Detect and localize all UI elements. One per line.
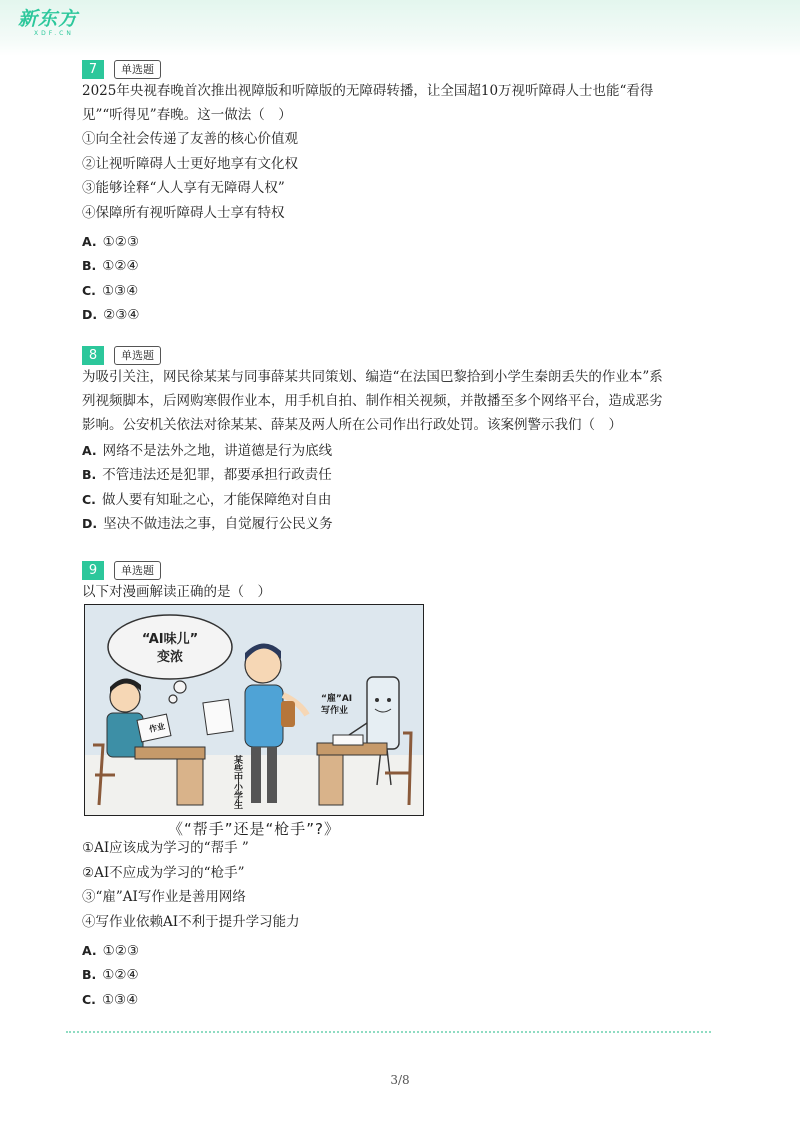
stem-line: 以下对漫画解读正确的是（ ） [82, 584, 271, 600]
statement: ②让视听障碍人士更好地享有文化权 [82, 155, 298, 172]
option-text: ①②④ [102, 967, 139, 984]
question-header [82, 345, 712, 365]
question-stem [82, 79, 712, 127]
question-7 [82, 59, 712, 327]
question-number-badge: 9 [82, 561, 104, 580]
option-a[interactable] [82, 230, 712, 254]
question-type-tag: 单选题 [114, 346, 161, 365]
option-list [82, 939, 712, 1012]
stem-line: 影响。公安机关依法对徐某某、薛某及两人所在公司作出行政处罚。该案例警示我们（ ） [82, 417, 622, 433]
bubble-text-1: “AI味儿” [141, 632, 199, 647]
option-d[interactable] [82, 303, 712, 327]
question-number-badge: 8 [82, 346, 104, 365]
option-text: 网络不是法外之地，讲道德是行为底线 [102, 443, 333, 459]
option-text: ①②④ [102, 258, 139, 275]
question-9 [82, 560, 712, 604]
header-band [0, 0, 800, 56]
question-type-tag: 单选题 [114, 60, 161, 79]
statement: ③能够诠释“人人享有无障碍人权” [82, 180, 285, 196]
statement: ①AI应该成为学习的“帮手 ” [82, 840, 249, 856]
option-d[interactable] [82, 512, 712, 536]
ai-label-2: 写作业 [321, 706, 349, 716]
option-letter: D. [82, 306, 98, 322]
option-letter: B. [82, 467, 97, 483]
option-c[interactable] [82, 988, 712, 1012]
question-header [82, 59, 712, 79]
footer-divider [66, 1031, 711, 1033]
option-letter: B. [82, 258, 97, 274]
option-text: 不管违法还是犯罪，都要承担行政责任 [102, 467, 332, 484]
xdf-logo [18, 8, 88, 42]
option-letter: B. [82, 967, 97, 983]
statement: ①向全社会传递了友善的核心价值观 [82, 131, 298, 147]
bubble-text-2: 变浓 [156, 650, 184, 665]
option-list [82, 439, 712, 536]
option-text: ①③④ [101, 282, 139, 299]
question-number-badge: 7 [82, 60, 104, 79]
option-letter: A. [82, 234, 97, 249]
option-letter: C. [82, 491, 96, 507]
question-8 [82, 345, 712, 536]
option-text: 坚决不做违法之事，自觉履行公民义务 [103, 515, 333, 532]
option-b[interactable] [82, 463, 712, 487]
option-a[interactable] [82, 439, 712, 463]
option-text: ①③④ [101, 991, 139, 1008]
option-letter: A. [82, 943, 97, 958]
statement-list [82, 836, 712, 934]
option-c[interactable] [82, 488, 712, 512]
logo-subtext: XDF.CN [34, 30, 74, 37]
option-text: ①②③ [102, 234, 139, 250]
page-number: 3/8 [390, 1073, 410, 1087]
student-label: 某些中小学生 [232, 755, 242, 809]
statement: ②AI不应成为学习的“枪手” [82, 864, 245, 881]
option-text: ①②③ [102, 943, 139, 959]
option-letter: A. [82, 443, 97, 458]
ai-label-1: “雇”AI [321, 694, 353, 704]
cartoon-image [84, 604, 424, 816]
option-list [82, 230, 712, 327]
option-letter: D. [82, 515, 98, 531]
stem-line: 见”“听得见”春晚。这一做法（ ） [82, 107, 292, 123]
stem-line: 2025年央视春晚首次推出视障版和听障版的无障碍转播，让全国超10万视听障碍人士也能“看得 [82, 83, 654, 99]
option-a[interactable] [82, 939, 712, 963]
option-letter: C. [82, 282, 96, 298]
option-letter: C. [82, 991, 96, 1007]
statement: ③“雇”AI写作业是善用网络 [82, 889, 246, 905]
statement-list [82, 127, 712, 225]
stem-line: 列视频脚本，后网购寒假作业本，用手机自拍、制作相关视频，并散播至多个网络平台，造成恶劣 [82, 393, 663, 409]
logo-text: 新东方 [18, 8, 79, 30]
question-stem [82, 580, 712, 604]
question-9-body [82, 836, 712, 1012]
statement: ④保障所有视听障碍人士享有特权 [82, 204, 285, 221]
option-b[interactable] [82, 963, 712, 987]
option-text: ②③④ [103, 306, 140, 323]
paper-label: 作业 [148, 721, 166, 734]
option-b[interactable] [82, 254, 712, 278]
statement: ④写作业依赖AI不利于提升学习能力 [82, 913, 300, 930]
cartoon-caption: 《“帮手”还是“枪手”?》 [167, 820, 341, 838]
question-type-tag: 单选题 [114, 561, 161, 580]
question-header [82, 560, 712, 580]
option-text: 做人要有知耻之心，才能保障绝对自由 [101, 491, 332, 508]
question-stem [82, 365, 712, 437]
cartoon-illustration [85, 605, 423, 815]
stem-line: 为吸引关注，网民徐某某与同事薛某共同策划、编造“在法国巴黎拾到小学生秦朗丢失的作业本”系 [82, 369, 663, 385]
option-c[interactable] [82, 279, 712, 303]
